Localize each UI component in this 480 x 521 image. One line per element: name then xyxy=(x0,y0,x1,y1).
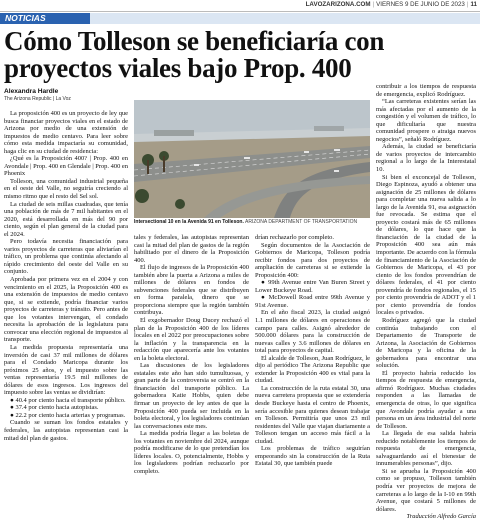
paragraph: ● 40.4 por ciento hacia el transporte público. xyxy=(10,396,126,404)
photo-source: ARIZONA DEPARTMENT OF TRANSPORTATION xyxy=(244,219,358,225)
site-name[interactable]: LAVOZARIZONA.COM xyxy=(305,1,371,8)
paragraph: contribuir a los tiempos de respuesta de emergencia, explicó Rodríguez. xyxy=(376,83,476,98)
caption-text: Intersectional 10 en la Avenida 91 en Tolleson. xyxy=(134,219,244,225)
header-separator: | xyxy=(466,1,469,8)
issue-date: VIERNES 9 DE JUNIO DE 2023 xyxy=(376,1,465,8)
paragraph: Cuando se suman los fondos estatales y federales, las autopistas representan casi la mitad del plan de gastos. xyxy=(4,419,128,442)
paragraph: ● 99th Avenue entre Van Buren Street y Lower Buckeye Road. xyxy=(255,279,370,294)
freeway-interchange-image xyxy=(134,100,370,218)
paragraph: Si bien el exconcejal de Tolleson, Diego Espinoza, ayudó a obtener una asignación de 25 millones de dólares para completar una nueva salida a lo largo de la Avenida 91, esa asignación fue revocada. Se estima que el proyecto costará más de 65 millones de dólares, lo que hace que la financiación de la ciudad de la Proposición 400 sea aún más importante. De acuerdo con la fórmula de financiamiento de la Asociación de Gobiernos de Maricopa, el 43 por ciento de los fondos provendrían de dólares federales, el 41 por ciento provendría de fondos regionales, el 15 por ciento provendría de ADOT y el 1 por ciento provendría de fondos locales o privados. xyxy=(376,173,476,317)
paragraph: Rodríguez agregó que la ciudad continúa trabajando con el Departamento de Transporte de Arizona, la Asociación de Gobiernos de Maricopa y la oficina de la gobernadora para encontrar una solución. xyxy=(376,316,476,370)
paragraph: En el año fiscal 2023, la ciudad asignó 1.1 millones de dólares en operaciones de campo para calles. Asignó alrededor de 500.000 dólares para la construcción de nuevas calles y 3.6 millones de dólares en total para proyectos de capital. xyxy=(255,309,370,355)
headline: Cómo Tolleson se beneficiaría con proyectos viales bajo Prop. 400 xyxy=(4,26,385,83)
paragraph: La proposición 400 es un proyecto de ley que busca financiar proyectos viales en el estado de Arizona por medio de una extensión de impuestos de medio centavo. Para leer sobre cómo esta medida impactaría su comunidad, haga clic en su ciudad de residencia: xyxy=(4,110,128,155)
page-number: 11 xyxy=(470,1,477,8)
paragraph: La llegada de esa salida habría reducido notablemente los tiempos de respuesta de emergencia, salvaguardando así el bienestar de innumerables personas”, dijo. xyxy=(376,430,476,468)
photo-caption xyxy=(134,219,374,225)
paragraph: El flujo de ingresos de la Proposición 400 también abre la puerta a Arizona a miles de millones de dólares en fondos de subvenciones federales que se distribuyen en forma paralela, dinero que se proporciona siempre que la región también contribuya. xyxy=(134,264,249,317)
header-info xyxy=(306,1,477,8)
paragraph: Los problemas de tráfico seguirían empeorando sin la construcción de la Ruta Estatal 30, que también puede xyxy=(255,445,370,468)
article-column-2 xyxy=(134,234,249,475)
page-header xyxy=(0,0,480,12)
section-label: NOTICIAS xyxy=(0,13,90,24)
paragraph: El exgobernador Doug Ducey rechazó el plan de la Proposición 400 de los líderes locales en el 2022 por preocupaciones sobre la inflación y la transparencia en la redacción que aparecería ante los votantes en la boleta electoral. xyxy=(134,317,249,362)
author-name: Alexandra Hardle xyxy=(4,88,59,95)
paragraph: Pero todavía necesita financiación para varios proyectos de carreteras que aliviarían el tráfico, un problema que continúa afectando al rápido crecimiento del oeste del Valle en su conjunto. xyxy=(4,238,128,276)
paragraph: La ciudad de seis millas cuadradas, que tenía una población de más de 7 mil habitantes en el 2020, está desarrollada en más del 90 por ciento, según el plan general de la ciudad para el 2024. xyxy=(4,200,128,238)
paragraph: Si se aprueba la Proposición 400 como se propuso, Tolleson también podría ver proyectos de mejora de carreteras a lo largo de la I-10 en 99th Avenue, que costará 5 millones de dólares. xyxy=(376,467,476,513)
paragraph: Las discusiones de los legisladores estatales este año han sido tumultuosas, y gran parte de la controversia se centró en la financiación del transporte público. La gobernadora Katie Hobbs, quien debe firmar un proyecto de ley antes de que la Proposición 400 pueda ser incluida en la boleta electoral, y los legisladores continúan las conversaciones este mes. xyxy=(134,362,249,430)
paragraph: drían rechazarlo por completo. xyxy=(255,234,335,241)
paragraph: El proyecto habría reducido los tiempos de respuesta de emergencia, afirmó Rodríguez. Muchas ciudades responden a las llamadas de emergencia de otras, lo que significa que Avondale podría ayudar a una persona en un área industrial del norte de Tolleson. xyxy=(376,369,476,430)
news-photo xyxy=(134,100,370,218)
paragraph: ● McDowell Road entre 99th Avenue y 91st Avenue. xyxy=(255,294,370,309)
paragraph: ¿Qué es la Proposición 400? | Prop. 400 en Avondale | Prop. 400 en Glendale | Prop. 400 en Phoenix xyxy=(4,155,128,178)
paragraph: “Las carreteras existentes serían las más afectadas por el aumento de la congestión y el volumen de tráfico, lo que dificultaría que nuestra comunidad prospere o atraiga nuevos negocios”, señaló Rodríguez. xyxy=(376,98,476,143)
paragraph: Tolleson, una comunidad industrial pequeña en el oeste del Valle, no seguiría creciendo al mismo ritmo que el resto del Sel sol. xyxy=(4,177,128,201)
paragraph: Aprobada por primera vez en el 2004 y con vencimiento en el 2025, la Proposición 400 es una extensión de impuestos de medio centavo que, si se extiende, podría financiar varios proyectos de carreteras y tránsito. Pero antes de que los votantes intervengan, el condado necesita la aprobación de la legislatura para convocar una elección regional de impuestos al transporte. xyxy=(4,276,128,344)
header-separator: | xyxy=(372,1,375,8)
paragraph: Según documentos de la Asociación de Gobiernos de Maricopa, Tolleson podría recibir fondos para dos proyectos de ampliación de carreteras si se extiende la Proposición 400: xyxy=(255,241,370,279)
article-column-4 xyxy=(376,83,476,521)
article-column-1 xyxy=(4,110,128,471)
byline xyxy=(4,88,71,103)
paragraph: La medida podría llegar a las boletas de los votantes en noviembre del 2024, aunque podría modificarse de lo que pretendían los líderes locales. O, potencialmente, Hobbs y los legisladores podrían rechazarlo por completo. xyxy=(134,430,249,475)
article-column-3 xyxy=(255,234,370,471)
header-rule xyxy=(0,11,480,12)
paragraph: ● 22.2 por ciento hacia arterias y programas. xyxy=(10,411,126,419)
section-banner xyxy=(0,13,480,24)
paragraph: La construcción de la ruta estatal 30, una nueva carretera propuesta que se extendería desde Buckeye hasta el centro de Phoenix, sería accesible para quienes desean trabajar en Tolleson. Permitiría que unos 23 mil residentes del Valle que viajan diariamente a Tolleson tengan un acceso más fácil a la ciudad. xyxy=(255,384,370,445)
paragraph: ● 37.4 por ciento hacia autopistas. xyxy=(10,404,99,412)
author-credit: The Arizona Republic | La Voz xyxy=(4,96,71,102)
paragraph: La medida propuesta representaría una inversión de casi 37 mil millones de dólares para el Condado Maricopa durante los próximos 25 años, y el impuesto sobre las ventas representaría 19.5 mil millones de dólares de esos ingresos. Los ingresos del impuesto sobre las ventas se dividirían: xyxy=(4,343,128,397)
paragraph: Además, la ciudad se beneficiaría de varios proyectos de intercambio regional a lo largo de la Interestatal 10. xyxy=(376,143,476,174)
paragraph: El alcalde de Tolleson, Juan Rodríguez, le dijo al periódico The Arizona Republic que extender la Proposición 400 es vital para la ciudad. xyxy=(255,354,370,385)
translator-credit: Traducción Alfredo García xyxy=(406,513,476,521)
paragraph: tales y federales, las autopistas representan casi la mitad del plan de gastos de la región habilitado por el dinero de la Proposición 400. xyxy=(134,234,249,264)
